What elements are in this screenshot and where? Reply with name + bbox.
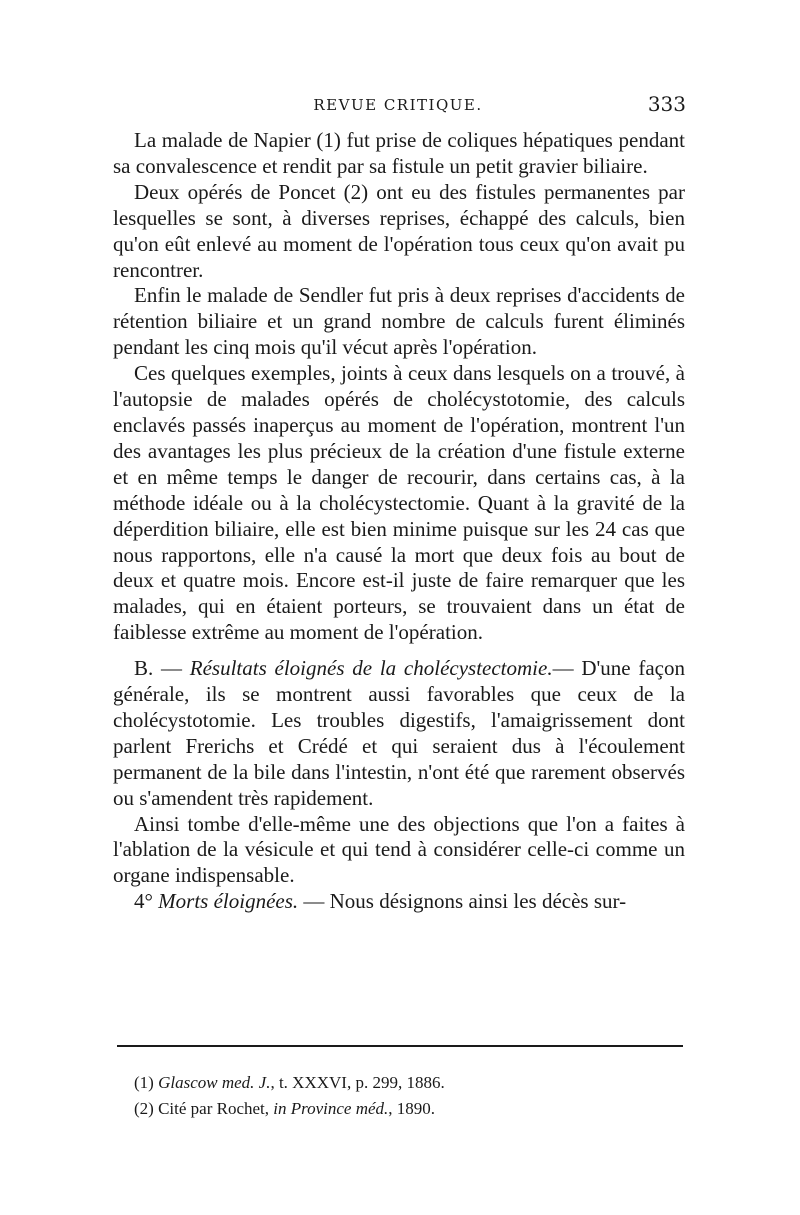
footnote-2-journal: in Province méd. <box>273 1099 389 1118</box>
footnote-2-cite: (2) Cité par Rochet, <box>134 1099 274 1118</box>
paragraph-resultats-eloignes <box>113 656 685 811</box>
body-text <box>113 128 685 915</box>
page-header <box>110 92 686 120</box>
paragraph-napier: La malade de Napier (1) fut prise de coliques hépatiques pendant sa convalescence et rendit par sa fistule un petit gravier biliaire. <box>113 128 685 178</box>
footnotes <box>134 1070 694 1122</box>
footnote-rule <box>117 1045 683 1047</box>
paragraph-exemples: Ces quelques exemples, joints à ceux dans lesquels on a trouvé, à l'autopsie de malades opérés de cholécystotomie, des calculs enclavés passés inaperçus au moment de l'opération, montrent l'un des avantages les plus précieux de la création d'une fistule externe et en même temps le danger de recourir, dans certains cas, à la méthode idéale ou à la cholécystectomie. Quant à la gravité de la déperdition biliaire, elle est bien minime puisque sur les 24 cas que nous rapportons, elle n'a causé la mort que deux fois au bout de deux et quatre mois. Encore est-il juste de faire remarquer que les malades, qui en étaient porteurs, se trouvaient dans un état de faiblesse extrême au moment de l'opération. <box>113 361 685 645</box>
paragraph-morts-eloignees <box>113 889 685 915</box>
paragraph-poncet: Deux opérés de Poncet (2) ont eu des fistules permanentes par lesquelles se sont, à diverses reprises, échappé des calculs, bien qu'on eût enlevé au moment de l'opération tous ceux qu'on avait pu rencontrer. <box>113 179 685 282</box>
section-title-resultats: Résultats éloignés de la cholécystectomie. <box>189 656 553 681</box>
section-number: 4° <box>134 889 159 914</box>
section-body-morts: — Nous désignons ainsi les décès sur- <box>298 889 627 914</box>
section-letter: B. — <box>134 656 190 681</box>
section-title-morts: Morts éloignées. <box>158 889 299 914</box>
footnote-1 <box>134 1070 694 1096</box>
paragraph-sendler: Enfin le malade de Sendler fut pris à deux reprises d'accidents de rétention biliaire et un grand nombre de calculs furent éliminés pendant les cinq mois qu'il vécut après l'opération. <box>113 283 685 360</box>
footnote-1-number: (1) <box>134 1073 159 1092</box>
page-number: 333 <box>647 92 686 116</box>
paragraph-ablation: Ainsi tombe d'elle-même une des objections que l'on a faites à l'ablation de la vésicule et qui tend à considérer celle-ci comme un organe indispensable. <box>113 811 685 888</box>
footnote-2 <box>134 1096 694 1122</box>
running-head: REVUE CRITIQUE. <box>313 96 483 114</box>
section-body-resultats: — D'une façon générale, ils se montrent aussi favorables que ceux de la cholécystotomie. Les troubles digestifs, l'amaigrissement dont parlent Frerichs et Crédé et qui seraient dus à l'écoulement permanent de la bile dans l'intestin, n'ont été que rarement observés ou s'amendent très rapidement. <box>113 656 686 810</box>
footnote-1-journal: Glascow med. J. <box>158 1073 271 1092</box>
footnote-1-ref: , t. XXXVI, p. 299, 1886. <box>270 1073 445 1092</box>
footnote-2-ref: , 1890. <box>388 1099 436 1118</box>
